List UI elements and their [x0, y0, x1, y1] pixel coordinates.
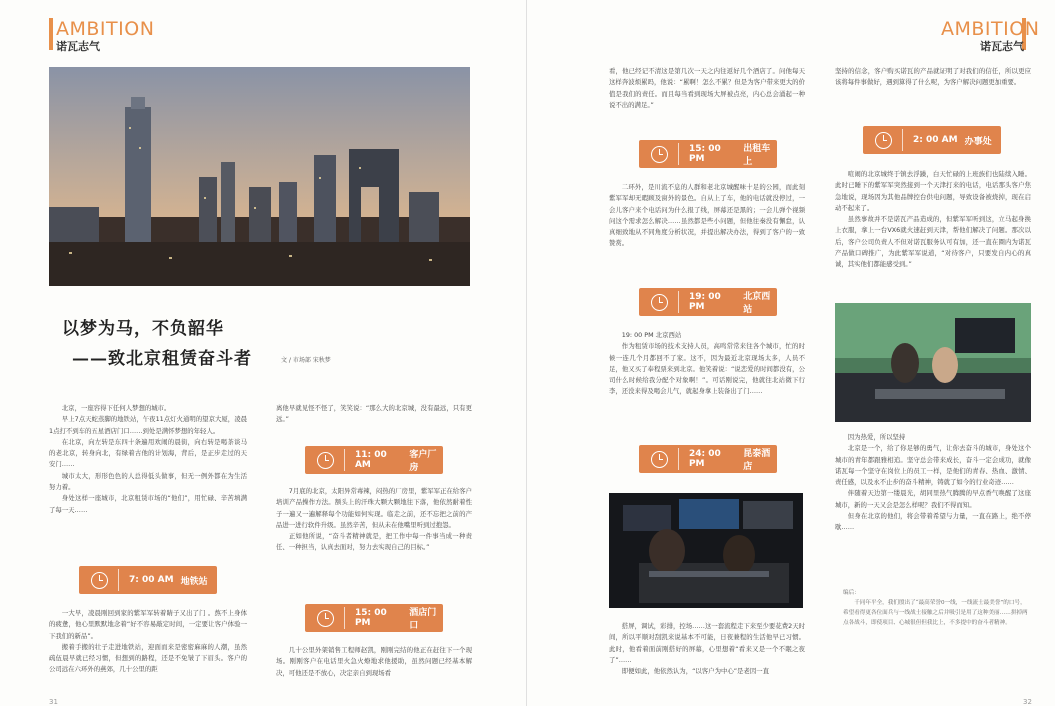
time-box-client-factory	[305, 446, 443, 474]
article-title-line1: 以梦为马，不负韶华	[62, 319, 224, 339]
paragraph: 因为热爱，所以坚持	[847, 433, 906, 441]
text-column-2b	[276, 486, 472, 554]
paragraph: 但身在北京的他们，将会带着希望与力量，一直在路上，绝不停歇……	[835, 512, 1031, 532]
header-accent-bar	[49, 18, 53, 50]
place-label: 出租车上	[743, 144, 771, 167]
divider	[344, 607, 345, 629]
text-column-4b	[835, 169, 1031, 271]
header-title-cn: 诺瓦志气	[56, 40, 100, 53]
clock-icon	[651, 146, 668, 163]
text-column-1b	[49, 608, 247, 676]
place-label: 客户厂房	[409, 450, 437, 473]
paragraph: 在北京，向左转是东四十条遍用欢闹的晨街，向右转是喝茶谈马的老北京，转身向北，有绿着古他的计划海，背后，是正步走过的天安门……	[49, 437, 247, 469]
paragraph: 伴随着天边第一缕晨光，胡同里热气腾腾的早点香气唤醒了这座城市，新的一天又会是怎么样呢？我们不得而知。	[835, 489, 1031, 509]
text-column-3d	[609, 621, 805, 677]
time-box-subway	[79, 566, 217, 594]
paragraph: 离他早就见怪不怪了，笑笑说：“那么大的北京城，没有最远，只有更远。”	[276, 404, 472, 424]
paragraph: 喧闹的北京城终于镇去浮躁，白天忙碌的上班族们也陆续入睡。此时已睡下的紫军军突然接到一个天津打来的电话，电话那头客户焦急地说，现场因为其他品牌控台供电问题，导致设备被烧掉，现在启动不起来了。	[835, 170, 1031, 212]
paragraph: 看，他已经记不清这是第几次一天之内往返好几个酒店了。问他每天这样奔波烦累吗，他说：“累啊！怎么不累？但是为客户带来更大的价值是我们的责任。而且每当看到现场大屏被点亮，内心总会涌起一种说不出的满足。”	[609, 67, 805, 109]
paragraph: 正如他所说，“奋斗者精神就是，把工作中每一件事当成一种责任、一种担当，认真去面对，努力去实现自己的目标。”	[276, 532, 472, 552]
paragraph: 19: 00 PM 北京西站	[621, 331, 682, 339]
time-label: 11: 00 AM	[354, 450, 387, 470]
paragraph: 一大早，凌晨刚回到家的紫军军转着睛子又出了门 。熬不上身体的疲惫，他心里默默地念着“好不容易敲定时间，一定要让客户体验一下我们的新品”。	[49, 609, 247, 640]
divider	[344, 449, 345, 471]
time-label: 24: 00 PM	[688, 449, 721, 469]
left-page	[0, 0, 527, 706]
paragraph: 城市太大，形形色色的人总得低头做事，但无一例外都在为生活努力着。	[49, 471, 247, 492]
paragraph: 二环外，是川流不息的人群和老北京城醒味十足的公园，而此刻紫军军却无暇顾及窗外的景色。自从上了车，他的电话就没停过，一会儿客户来个电话问为什么报了线，屏幕还是黑的；一会儿弹个视频问这个需求怎么解决……虽然都是些小问题，但他往秦没有懈怠，认真细致地从不同角度分析状况，并提出解决办法，得到了客户的一致赞赏。	[609, 183, 805, 248]
time-label: 19: 00 PM	[688, 292, 721, 312]
header-title-cn: 诺瓦志气	[980, 40, 1024, 53]
clock-icon	[651, 294, 668, 311]
paragraph: 即便如此，他依然认为，“以客户为中心”是老因一直	[621, 667, 770, 676]
clock-icon	[91, 572, 108, 589]
place-label: 办事处	[964, 136, 992, 147]
time-label: 7: 00 AM	[129, 575, 174, 585]
clock-icon	[317, 452, 334, 469]
page-number-left: 31	[49, 698, 58, 706]
paragraph: 身处这样一座城市，北京租赁市场的“他们”，用忙碌、辛苦填满了每一天……	[49, 494, 247, 514]
text-column-3c	[609, 330, 805, 398]
paragraph: 虽然事故并不是诺瓦产品造成的，但紫军军听到这，立马起身换上衣服，拿上一台VX6就火速赶到天津，帮他们解决了问题。那次以后，客户公司负责人不但对诺瓦服务认可有加，还一直在圈内为诺瓦产品做口碑推广，为此紫军军说道，“对待客户，只要发自内心的真诚，其实他们都能感受到。”	[835, 215, 1031, 269]
time-box-kuntai-hotel	[639, 445, 777, 473]
paragraph: 坚持的信念，客户购买诺瓦的产品就证明了对我们的信任，所以更应该将每件事做好，遇到算得了什么呢，为客户解决问题更加重要。	[835, 67, 1031, 87]
place-label: 北京西站	[743, 292, 771, 315]
paragraph: 搬着手搬的壮子走进地铁站，迎面而来是密密麻麻的人潮，虽然疏伍晨早就已经习惯，但想到的路程，还是不免皱了下眉头。客户的公司远在六环外的燕郊，几十公里的距	[49, 642, 247, 674]
right-page	[527, 0, 1055, 706]
clock-icon	[317, 610, 334, 627]
text-column-4c	[835, 432, 1031, 534]
header-title-en: AMBITION	[56, 18, 155, 40]
text-column-3	[609, 66, 805, 111]
divider	[678, 291, 679, 313]
paragraph: 搭屏，调试，彩排，控场……这一套流程走下来至少要花费2天时间，所以平顺对刮凯来说基本不可能，日夜兼程的生活他早已习惯。此时，他看着面前刚搭好的屏幕，心里想着“看来又是一个不眠之夜了”……	[609, 622, 805, 664]
divider	[118, 569, 119, 591]
time-label: 15: 00 PM	[354, 608, 387, 628]
time-box-beijing-west-station	[639, 288, 777, 316]
divider	[678, 143, 679, 165]
time-label: 2: 00 AM	[913, 135, 958, 145]
editor-note-label: 编后：	[843, 590, 860, 596]
paragraph: 北京是一个，给了你足够的勇气，让你去奋斗的城市，身处这个城市的青年都跟雅相追。坚守总会带来成长，奋斗一定会成功，就像诺瓦每一个坚守在岗位上的员工一样，是他们的青春、热血、激情、责任感，以及永不止步的奋斗精神，铸就了如今的行业奇迹……	[835, 444, 1031, 487]
divider	[902, 129, 903, 151]
paragraph: 早上7点天蛇蒸脚的地铁站，午夜11点灯火通明的望京大厦，凌晨1点打不到车的五星酒店门口……到处是满怀梦想的年轻人。	[49, 415, 247, 435]
editor-note-text: 千同年平全，我们殷出了“最高荣誉0一线，一线流士最美誉”的口号，希望看得更各位面兵与一线战士接触之后并吸引是用了这种美丽……拼掉两点各战斗，即使项目、心城很但但我比上，不多提中的奋斗者精神。	[843, 600, 1028, 626]
time-label: 15: 00 PM	[688, 144, 721, 164]
text-column-1	[49, 403, 247, 516]
place-label: 昆泰酒店	[743, 449, 771, 472]
time-box-office	[863, 126, 1001, 154]
article-byline: 文 / 市场部 宋秋梦	[281, 357, 331, 364]
studio-team-photo	[835, 303, 1031, 422]
clock-icon	[651, 451, 668, 468]
paragraph: 北京，一座容得下任何人梦想的城市。	[61, 404, 171, 412]
editor-note	[843, 588, 1029, 628]
text-column-4	[835, 66, 1031, 89]
place-label: 地铁站	[180, 576, 208, 587]
text-column-2	[276, 403, 472, 426]
text-column-3b	[609, 182, 805, 250]
place-label: 酒店门口	[409, 608, 437, 631]
paragraph: 作为租赁市场的技术支持人员，高鸣常常来往各个城市，忙的时候一连几个月都回不了家。这不，因为最近北京现场太多，人员不足，他又买了奉程票来到北京。他笑着说：“说恋爱的时间都没有，公司什么时候给我分配个对象啊！”。可话刚说完，他就往北站微下行李，还没来得及喝会儿气，就起身拿上装备出了门……	[609, 342, 805, 396]
clock-icon	[875, 132, 892, 149]
paragraph: 7月底的北京，太阳异常毒辣，闷热的厂房里，紫军军正在给客户培训产品操作方法。额头上的汗珠大颗大颗地往下落，他依然耐着性子一遍又一遍解释每个功能如何实现。临走之前，还不忘把之前的产品进一进行软件升级。虽然辛苦，但从未在他嘴里听到过抱怨。	[276, 487, 472, 529]
page-number-right: 32	[1023, 698, 1032, 706]
divider	[678, 448, 679, 470]
paragraph: 几十公里外架销售工程师赵凯，刚刚完结的他正在赶往下一个现场。刚刚客户在电话里火急火燎地求他援助，虽然问题已经基本解决，可他还是不放心，决定亲自到现场看	[276, 646, 472, 677]
beijing-skyline-photo	[49, 67, 470, 286]
time-box-taxi	[639, 140, 777, 168]
header-title-en: AMBITION	[941, 18, 1040, 40]
article-title-line2: ——致北京租赁奋斗者	[72, 349, 252, 369]
control-room-photo	[609, 493, 803, 608]
time-box-hotel-entrance	[305, 604, 443, 632]
text-column-2c	[276, 645, 472, 679]
